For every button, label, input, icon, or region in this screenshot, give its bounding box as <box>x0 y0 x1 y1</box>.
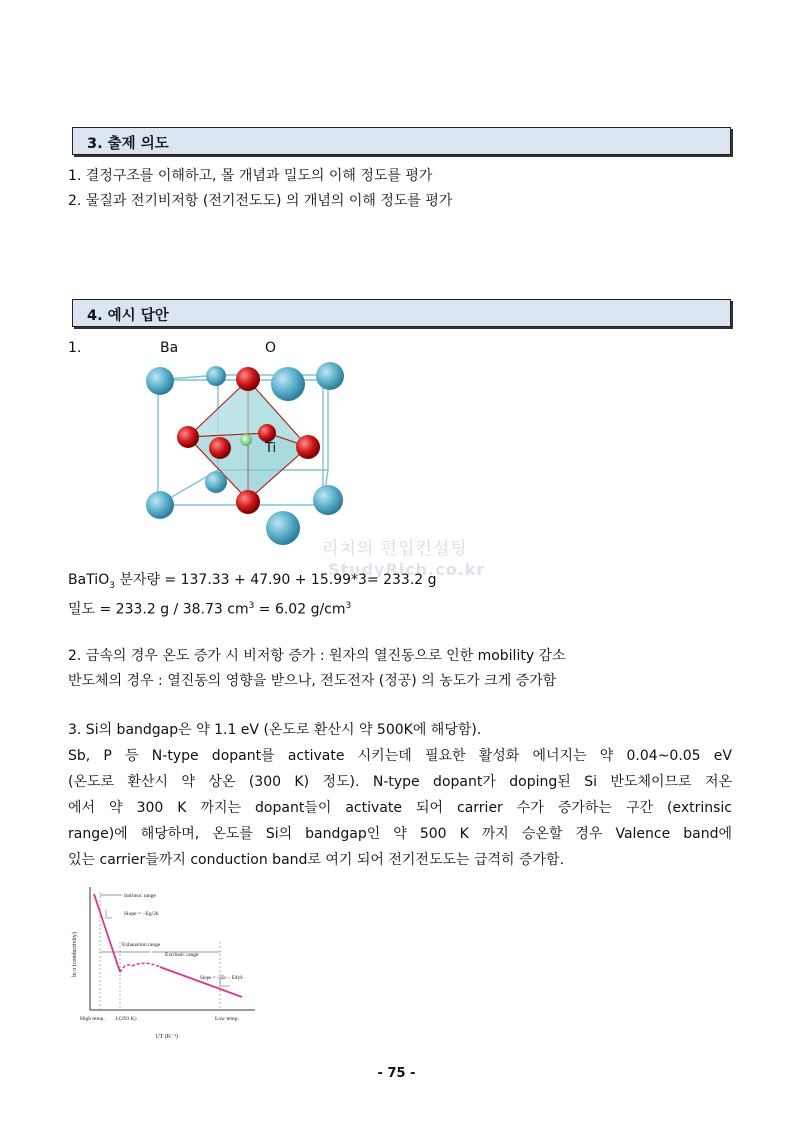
ba-atom <box>271 367 305 401</box>
o-atom <box>209 437 231 459</box>
chart-x-tick-293: 1/(293 K) <box>115 1016 137 1022</box>
chart-x-tick-low: Low temp. <box>215 1016 239 1022</box>
label-intrinsic-range: Intrinsic range <box>124 893 156 899</box>
ba-atom <box>146 367 174 395</box>
label-exhaustion-range: Exhaustion range <box>122 942 161 948</box>
o-atom <box>296 435 320 459</box>
ba-atom <box>313 485 343 515</box>
chart-y-label: ln σ (conductivity) <box>72 932 78 977</box>
label-ti: Ti <box>265 441 277 456</box>
o-atom <box>236 367 260 391</box>
page-number: - 75 - <box>377 1066 416 1081</box>
question-1-number: 1. <box>68 340 82 356</box>
question-3-line-3: (온도로 환산시 약 상온 (300 K) 정도). N-type dopant가 doping된 Si 반도체이므로 저온 <box>68 774 732 790</box>
label-slope-intrinsic: Slope = −Eg/2k <box>124 911 159 917</box>
o-atom <box>258 424 276 442</box>
ba-atom <box>266 511 300 545</box>
question-3-line-1: 3. Si의 bandgap은 약 1.1 eV (온도로 환산시 약 500K에 해당함). <box>68 722 482 738</box>
o-atom <box>177 426 199 448</box>
question-3-line-4: 에서 약 300 K 까지는 dopant들이 activate 되어 carrier 수가 증가하는 구간 (extrinsic <box>68 800 732 816</box>
section-4-title: 4. 예시 답안 <box>87 308 169 324</box>
ba-atom <box>316 362 344 390</box>
label-o: O <box>265 340 277 356</box>
question-3-line-2: Sb, P 등 N-type dopant를 activate 시키는데 필요한 활성화 에너지는 약 0.04~0.05 eV <box>68 748 732 764</box>
chart-x-label: 1/T (K⁻¹) <box>155 1034 179 1040</box>
question-2-line-1: 2. 금속의 경우 온도 증가 시 비저항 증가 : 원자의 열진동으로 인한 mobility 감소 <box>68 648 566 664</box>
exhaustion-segment <box>132 963 160 967</box>
label-ba: Ba <box>160 340 179 356</box>
question-2-line-2: 반도체의 경우 : 열진동의 영향을 받으나, 전도전자 (정공) 의 농도가 크게 증가함 <box>68 673 557 689</box>
conductivity-chart <box>70 882 270 1042</box>
section-3-title: 3. 출제 의도 <box>87 136 169 152</box>
label-slope-extrinsic: Slope = −(Ec − Ed)/k <box>200 976 243 981</box>
watermark-url: StudyRich.co.kr <box>328 560 486 579</box>
ba-atom <box>206 366 226 386</box>
chart-x-tick-high: High temp. <box>80 1016 105 1022</box>
transition-segment <box>120 965 132 972</box>
o-atom <box>236 490 260 514</box>
section-4-header <box>72 299 731 327</box>
ba-atom <box>205 471 227 493</box>
intrinsic-segment <box>94 894 120 972</box>
extrinsic-segment <box>160 967 242 997</box>
question-3-line-6: 있는 carrier들까지 conduction band로 여기 되어 전기전도도는 급격히 증가함. <box>68 852 565 868</box>
ba-atom <box>146 491 174 519</box>
label-extrinsic-range: Extrinsic range <box>165 952 199 958</box>
density-line: 밀도 = 233.2 g / 38.73 $cm^3 = 6.02$ $g/cm^3$ <box>68 601 352 618</box>
watermark-text: 리치의 편입컨설팅 <box>322 539 468 559</box>
question-3-line-5: range)에 해당하며, 온도를 Si의 bandgap인 약 500 K 까지 승온할 경우 Valence band에 <box>68 826 732 842</box>
section-3-header <box>72 127 731 155</box>
section-3-item-1: 1. 결정구조를 이해하고, 몰 개념과 밀도의 이해 정도를 평가 <box>68 168 433 184</box>
batio3-crystal-structure <box>138 360 358 550</box>
ti-atom <box>240 434 252 446</box>
molecular-weight-line: BaTiO$_3$ 분자량 = 137.33 + 47.90 + 15.99*3= 233.2 g <box>68 572 437 591</box>
section-3-item-2: 2. 물질과 전기비저항 (전기전도도) 의 개념의 이해 정도를 평가 <box>68 193 453 209</box>
